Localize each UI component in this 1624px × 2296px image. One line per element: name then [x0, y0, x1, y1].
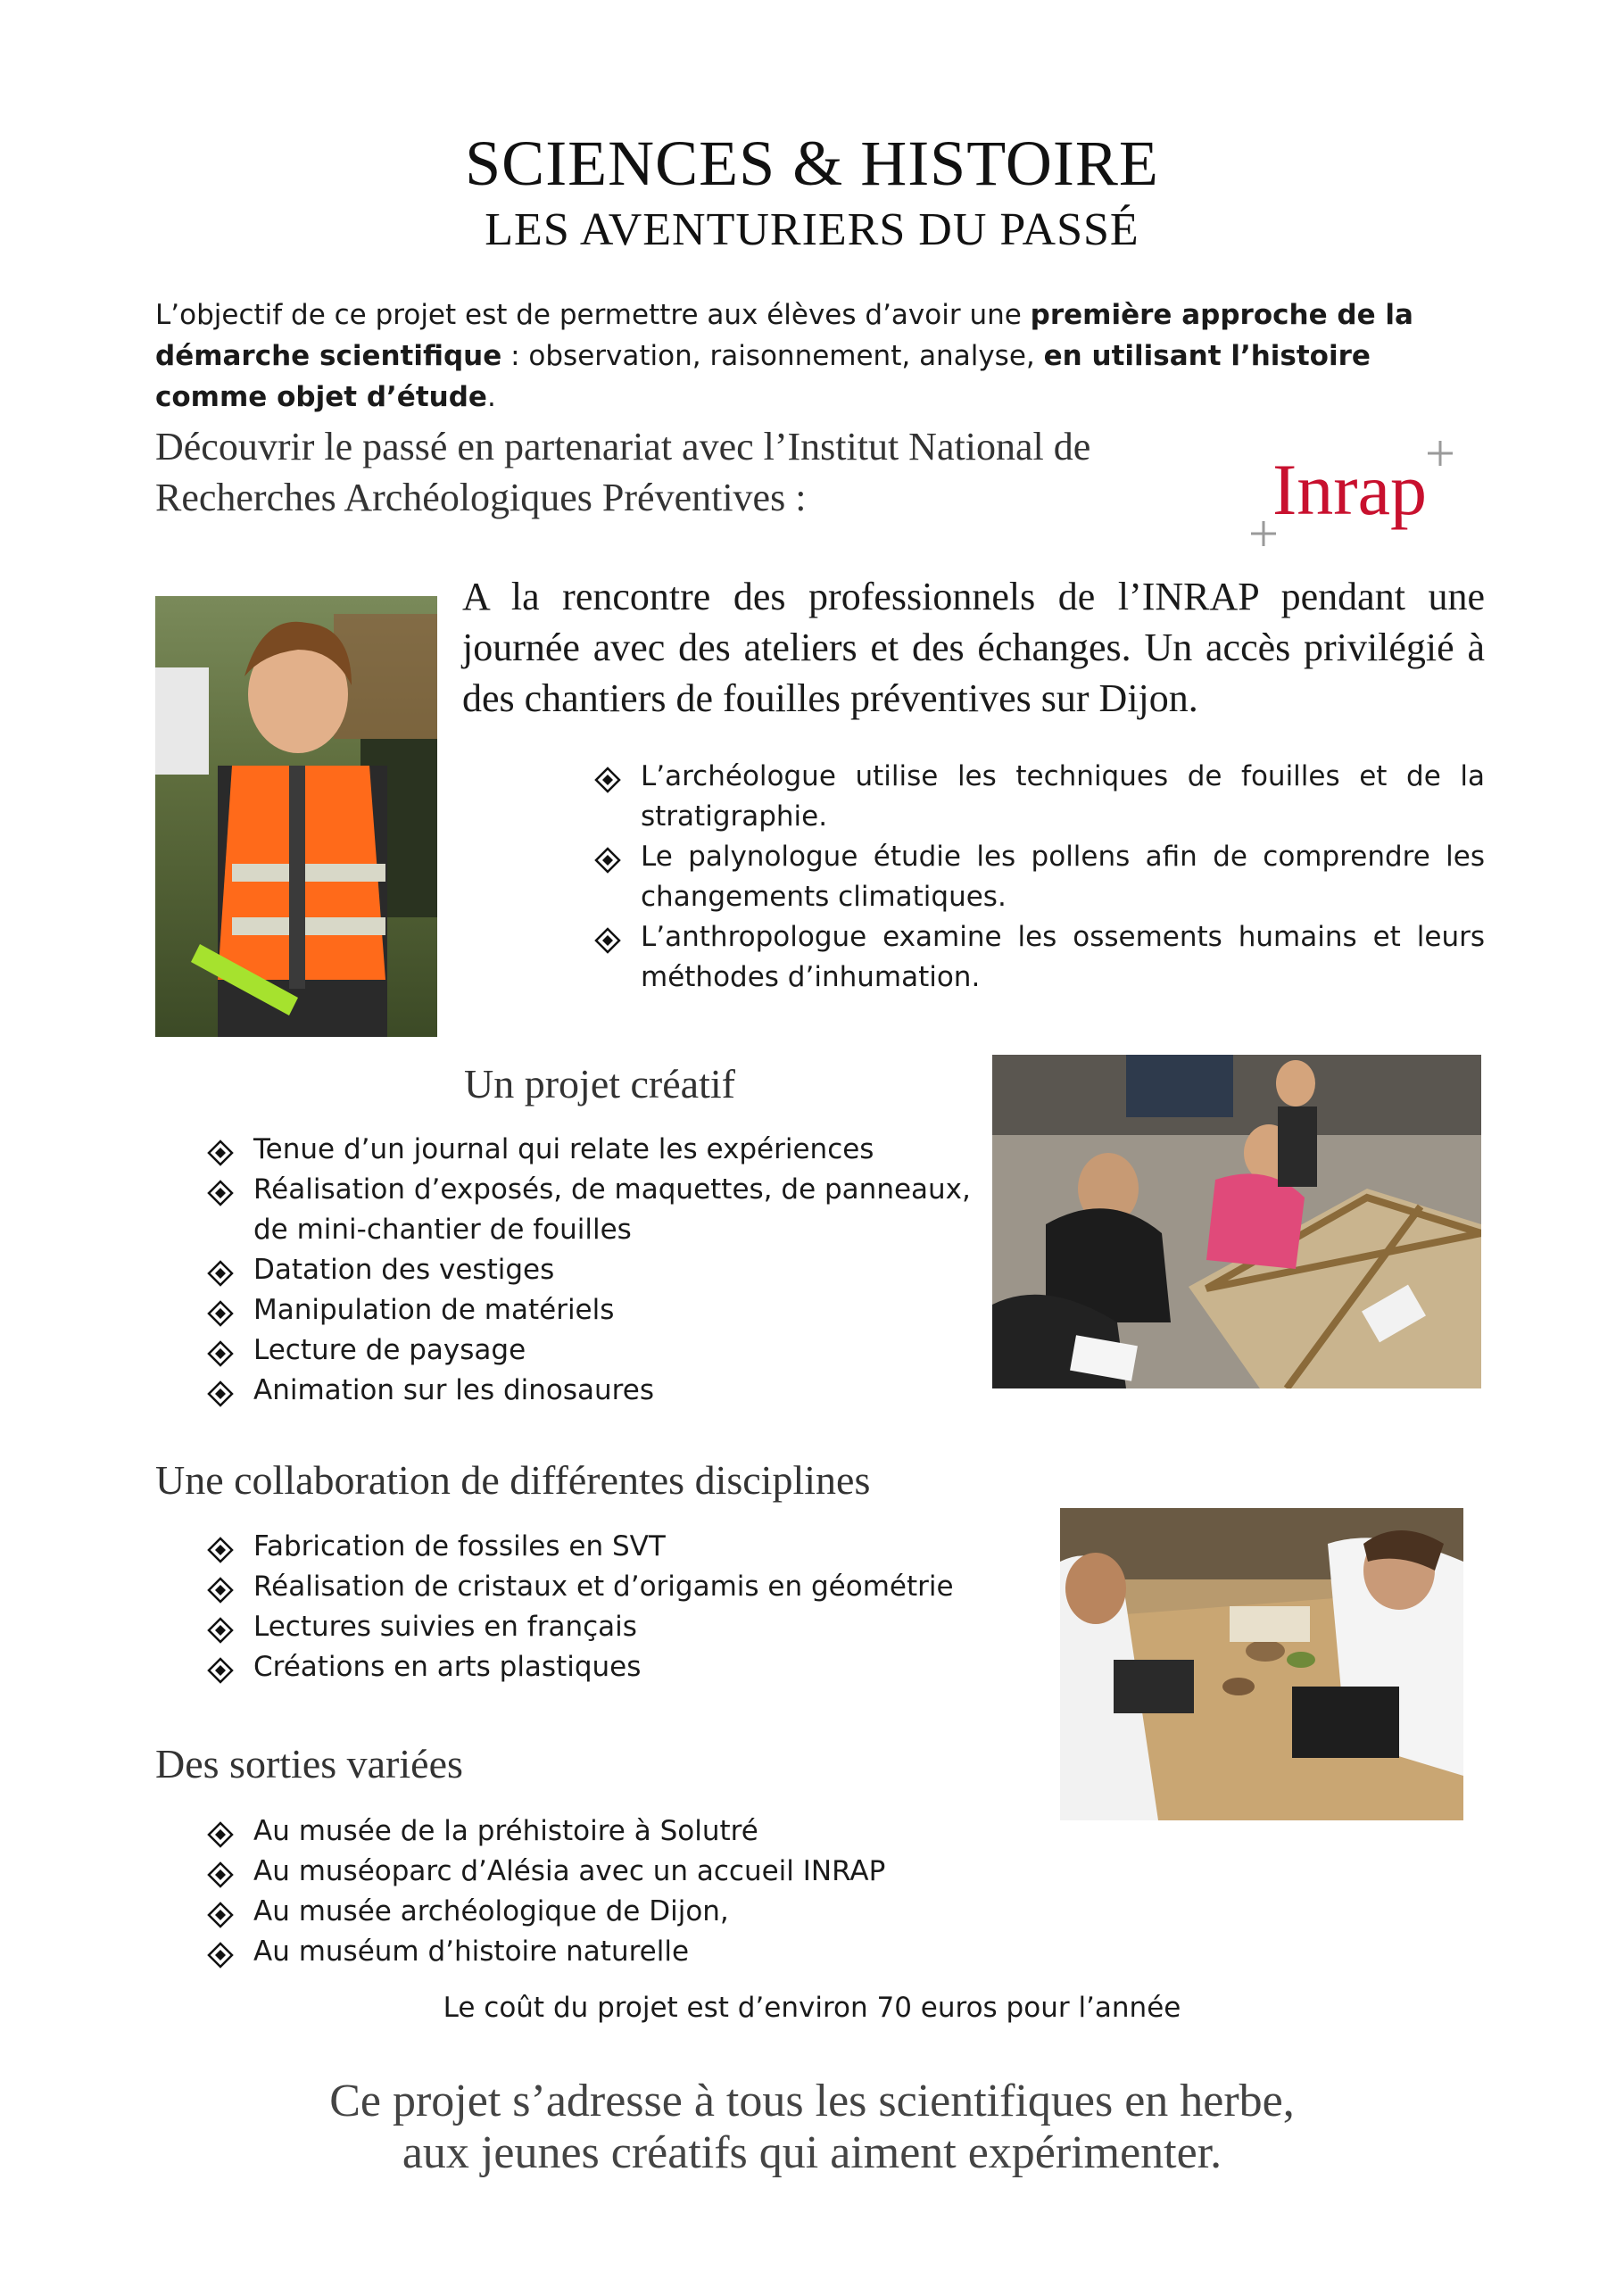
list-item — [207, 1852, 1010, 1892]
partner-heading: Découvrir le passé en partenariat avec l’Institut National de Recherches Archéologiques Préventives : — [155, 425, 1091, 519]
professions-list — [594, 757, 1485, 998]
diamond-bullet-icon — [207, 1940, 234, 1967]
list-item — [207, 1607, 1010, 1647]
list-item-text: Au muséoparc d’Alésia avec un accueil INRAP — [253, 1855, 886, 1887]
inrap-logo — [1240, 428, 1472, 562]
intro-bold-1: première approche de la démarche scientifique — [155, 299, 1413, 372]
diamond-bullet-icon — [207, 1178, 234, 1205]
diamond-bullet-icon — [594, 845, 621, 872]
list-item-text: Au musée de la préhistoire à Solutré — [253, 1815, 758, 1847]
list-item — [207, 1527, 1010, 1567]
intro-paragraph — [155, 294, 1485, 418]
list-item-text: Au muséum d’histoire naturelle — [253, 1935, 690, 1968]
list-item — [207, 1170, 983, 1250]
list-item-text: L’anthropologue examine les ossements humains et leurs méthodes d’inhumation. — [641, 921, 1485, 993]
logo-text: Inrap — [1272, 449, 1428, 530]
collaboration-list — [207, 1527, 1010, 1687]
list-item — [207, 1647, 1010, 1687]
cost-note: Le coût du projet est d’environ 70 euros pour l’année — [443, 1992, 1181, 2024]
list-item-text: Fabrication de fossiles en SVT — [253, 1530, 666, 1562]
diamond-bullet-icon — [594, 925, 621, 952]
list-item-text: Réalisation de cristaux et d’origamis en géométrie — [253, 1571, 954, 1603]
section-heading-sorties: Des sorties variées — [155, 1741, 463, 1786]
meeting-paragraph: A la rencontre des professionnels de l’INRAP pendant une journée avec des ateliers et des échanges. Un accès privilégié à des chantiers de fouilles préventives sur Dijon. — [462, 575, 1485, 720]
diamond-bullet-icon — [207, 1900, 234, 1927]
list-item — [594, 837, 1485, 917]
intro-bold-2: en utilisant l’histoire comme objet d’étude — [155, 340, 1371, 413]
section-heading-creatif: Un projet créatif — [464, 1061, 735, 1107]
diamond-bullet-icon — [207, 1138, 234, 1165]
list-item — [207, 1811, 1010, 1852]
list-item-text: Au musée archéologique de Dijon, — [253, 1895, 729, 1927]
diamond-bullet-icon — [207, 1860, 234, 1886]
creatif-list — [207, 1130, 983, 1411]
diamond-bullet-icon — [207, 1535, 234, 1562]
students-at-excavation-sandbox-photo — [992, 1055, 1481, 1388]
diamond-bullet-icon — [207, 1258, 234, 1285]
intro-text-1: L’objectif de ce projet est de permettre aux élèves d’avoir une — [155, 299, 1031, 331]
diamond-bullet-icon — [594, 765, 621, 792]
section-heading-collaboration: Une collaboration de différentes disciplines — [155, 1457, 871, 1503]
closing-statement — [0, 2076, 1624, 2179]
diamond-bullet-icon — [207, 1379, 234, 1405]
list-item — [207, 1892, 1010, 1932]
list-item — [594, 917, 1485, 998]
list-item-text: Tenue d’un journal qui relate les expériences — [253, 1133, 874, 1165]
boy-in-safety-vest-photo — [155, 596, 437, 1037]
sorties-list — [207, 1811, 1010, 1972]
list-item — [207, 1330, 983, 1371]
list-item — [207, 1932, 1010, 1972]
list-item-text: Datation des vestiges — [253, 1254, 555, 1286]
list-item-text: Créations en arts plastiques — [253, 1651, 642, 1683]
page-subtitle: LES AVENTURIERS DU PASSÉ — [485, 204, 1139, 255]
diamond-bullet-icon — [207, 1819, 234, 1846]
list-item-text: Animation sur les dinosaures — [253, 1374, 654, 1406]
diamond-bullet-icon — [207, 1298, 234, 1325]
list-item — [207, 1250, 983, 1290]
closing-line-1: Ce projet s’adresse à tous les scientifiques en herbe, — [329, 2076, 1295, 2126]
intro-text-3: . — [486, 381, 496, 413]
list-item — [207, 1290, 983, 1330]
list-item-text: Manipulation de matériels — [253, 1294, 615, 1326]
list-item-text: Le palynologue étudie les pollens afin de comprendre les changements climatiques. — [641, 841, 1485, 913]
list-item — [594, 757, 1485, 837]
list-item — [207, 1567, 1010, 1607]
diamond-bullet-icon — [207, 1575, 234, 1602]
diamond-bullet-icon — [207, 1615, 234, 1642]
list-item-text: L’archéologue utilise les techniques de fouilles et de la stratigraphie. — [641, 760, 1485, 833]
students-with-fossils-photo — [1060, 1508, 1463, 1820]
list-item — [207, 1130, 983, 1170]
list-item-text: Lectures suivies en français — [253, 1611, 637, 1643]
closing-line-2: aux jeunes créatifs qui aiment expérimenter. — [402, 2127, 1222, 2178]
list-item-text: Lecture de paysage — [253, 1334, 526, 1366]
diamond-bullet-icon — [207, 1339, 234, 1365]
list-item-text: Réalisation d’exposés, de maquettes, de panneaux, de mini-chantier de fouilles — [253, 1173, 971, 1246]
diamond-bullet-icon — [207, 1655, 234, 1682]
list-item — [207, 1371, 983, 1411]
intro-text-2: : observation, raisonnement, analyse, — [501, 340, 1044, 372]
page-title: SCIENCES & HISTOIRE — [465, 128, 1159, 199]
